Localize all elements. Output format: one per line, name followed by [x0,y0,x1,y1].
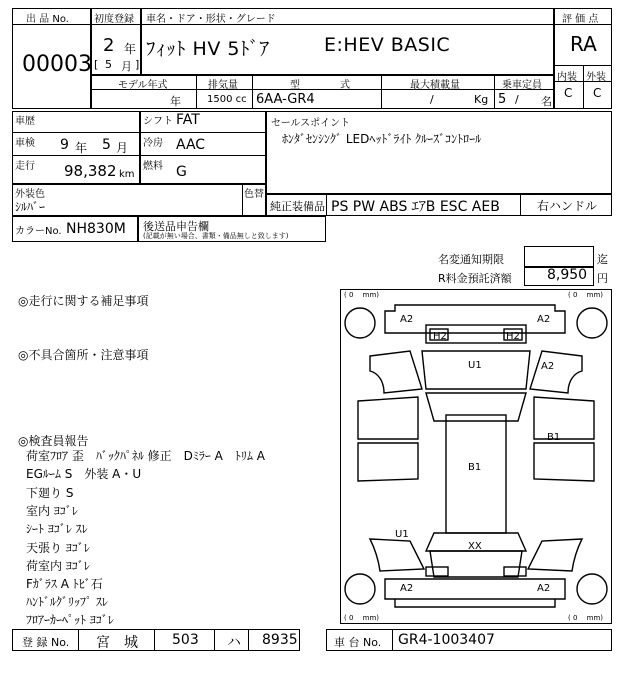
first-reg-month-unit: 月 [121,60,132,73]
recycle-fee-unit: 円 [597,272,608,285]
inspector-line: 天張り ﾖｺﾞﾚ [26,541,90,555]
damage-mark: A2 [541,361,555,372]
recycle-fee-label: R料金預託済額 [438,272,512,285]
displacement-value: 1500 cc [207,94,247,105]
lot-number: 00003 [22,52,92,77]
damage-mark: A2 [537,583,551,594]
tire-front-right [577,308,607,338]
name-change-field [524,246,594,268]
equipment-label: 純正装備品 [270,200,325,213]
shaken-year: 9 [60,137,69,153]
damage-mark: U1 [468,360,482,371]
grade-name: E:HEV BASIC [324,34,451,56]
exterior-color-box [12,184,266,216]
shift-label: シフト [143,116,173,127]
sales-point-text: ﾎﾝﾀﾞｾﾝｼﾝｸﾞ LEDﾍｯﾄﾞﾗｲﾄ ｸﾙｰｽﾞｺﾝﾄﾛｰﾙ [282,132,482,146]
type-label: 型 式 [290,80,350,91]
name-change-unit: 迄 [597,253,608,266]
damage-mark: A2 [400,583,414,594]
registration-label: 登 録 No. [22,636,70,649]
model-year-label: モデル年式 [118,80,168,91]
inspector-line: 下廻り S [26,486,74,500]
ac-label: 冷房 [143,138,163,149]
running-notes-label: ◎走行に関する補足事項 [18,294,149,308]
color-number-label: カラーNo. [15,226,62,237]
damage-mark: H2 [433,331,447,342]
shaken-label: 車検 [15,138,35,149]
displacement-label: 排気量 [208,80,238,91]
fuel-value: G [176,164,187,180]
inspector-report-label: ◎検査員報告 [18,434,89,448]
aftermarket-label: 後送品申告欄 [143,220,209,233]
damage-mark: H2 [506,331,520,342]
color-change-label: 色替 [244,189,264,200]
defect-notes-label: ◎不具合箇所・注意事項 [18,348,149,362]
chassis-number: GR4-1003407 [398,632,495,648]
interior-grade: C [564,86,573,100]
damage-mark: B1 [547,432,561,443]
exterior-color-label: 外装色 [15,189,45,200]
tire-depth-fr: ( 0 mm) [568,291,604,299]
capacity-sep: / [515,93,519,106]
first-reg-year-unit: 年 [124,42,137,56]
shift-value: FAT [176,112,200,128]
model-grade-label: 車名・ドア・形状・グレード [146,14,276,25]
model-code: 6AA-GR4 [256,92,315,107]
inspector-line: ｼｰﾄ ﾖｺﾞﾚ ｽﾚ [26,522,88,536]
overall-score: RA [570,32,597,56]
first-reg-month: 5 [105,58,112,71]
capacity-value: 5 [498,92,507,107]
inspector-line: ﾌﾛｱｰｶｰﾍﾟｯﾄ ﾖｺﾞﾚ [26,613,114,627]
fuel-label: 燃料 [143,161,163,172]
mileage-value: 98,382 [64,162,117,180]
registration-number: 8935 [262,632,298,648]
max-load-unit: Kg [474,93,489,106]
damage-mark: XX [468,541,482,552]
equipment-value: PS PW ABS ｴｱB ESC AEB [331,199,500,215]
max-load-sep: / [430,93,434,106]
registration-area: 宮 城 [96,635,138,651]
first-reg-year: 2 [103,35,115,56]
registration-class: 503 [172,632,199,648]
damage-mark: B1 [468,462,482,473]
tire-rear-right [577,574,607,604]
lot-number-label: 出 品 No. [26,14,69,25]
sales-point-label: セールスポイント [271,118,351,129]
registration-kana: ハ [227,635,241,651]
inspector-line: 荷室内 ﾖｺﾞﾚ [26,559,90,573]
damage-mark: A2 [537,314,551,325]
color-number-value: NH830M [66,221,126,237]
aftermarket-note: (記載が無い場合、書類・備品無しと致します) [143,232,289,240]
exterior-color-value: ｼﾙﾊﾞｰ [15,200,46,214]
capacity-unit: 名 [541,95,552,108]
car-name: ﾌｨｯﾄ HV 5ﾄﾞｱ [146,38,270,60]
name-change-label: 名変通知期限 [438,253,504,266]
mileage-unit: km [119,169,135,180]
first-registration-label: 初度登録 [94,14,134,25]
damage-mark: U1 [395,529,409,540]
model-year-unit: 年 [170,95,181,108]
history-label: 車歴 [15,116,35,127]
chassis-label: 車 台 No. [334,636,382,649]
tire-depth-rl: ( 0 mm) [344,614,380,622]
ac-value: AAC [176,137,206,153]
tire-depth-rr: ( 0 mm) [568,614,604,622]
inspector-line: 室内 ﾖｺﾞﾚ [26,504,78,518]
tire-depth-fl: ( 0 mm) [344,291,380,299]
car-damage-diagram [340,289,612,624]
score-label: 評 価 点 [562,14,599,25]
exterior-grade: C [593,86,602,100]
tire-rear-left [345,574,375,604]
inspector-line: Fｶﾞﾗｽ A ﾄﾋﾞ石 [26,577,103,591]
tire-front-left [345,308,375,338]
steering-value: 右ハンドル [537,199,598,213]
inspector-line: ﾊﾝﾄﾞﾙｸﾞﾘｯﾌﾟ ｽﾚ [26,595,108,609]
interior-label: 内装 [557,72,577,83]
shaken-year-unit: 年 [75,141,88,155]
shaken-month-unit: 月 [116,141,129,155]
exterior-label: 外装 [586,72,606,83]
damage-mark: A2 [400,314,414,325]
inspector-line: EGﾙｰﾑ S 外装 A・U [26,467,142,481]
shaken-month: 5 [102,137,111,153]
inspector-line: 荷室ﾌﾛｱ 歪 ﾊﾞｯｸﾊﾟﾈﾙ 修正 Dﾐﾗｰ A ﾄﾘﾑ A [26,449,265,463]
capacity-label: 乗車定員 [502,80,542,91]
recycle-fee-value: 8,950 [547,267,588,283]
mileage-label: 走行 [15,161,35,172]
max-load-label: 最大積載量 [410,80,460,91]
